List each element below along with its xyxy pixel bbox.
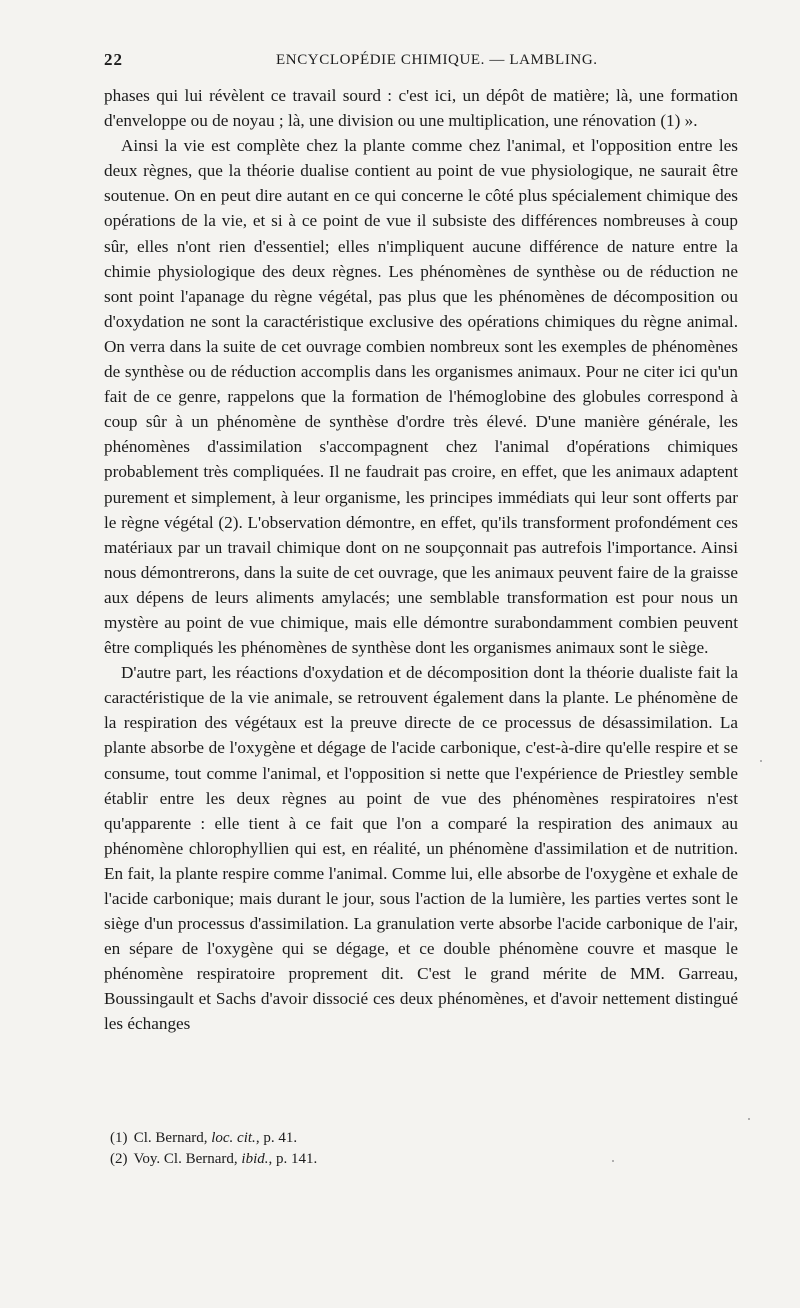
footnote-work: loc. cit. bbox=[211, 1130, 256, 1146]
footnote-page: , p. 141. bbox=[268, 1151, 318, 1167]
paragraph: phases qui lui révèlent ce travail sourd : c'est ici, un dépôt de matière; là, une formation d'enveloppe ou de noyau ; là, une division ou une multiplication, une rénovation (1) ». bbox=[104, 86, 738, 131]
footnote-author: Cl. Bernard, bbox=[133, 1130, 208, 1146]
page-number: 22 bbox=[104, 50, 123, 69]
footnote-page: , p. 41. bbox=[255, 1130, 298, 1146]
running-title: ENCYCLOPÉDIE CHIMIQUE. — LAMBLING. bbox=[276, 52, 598, 68]
footnote bbox=[104, 1128, 724, 1149]
paragraph: D'autre part, les réactions d'oxydation et de décomposition dont la théorie dualiste fait la caractéristique de la vie animale, se retrouvent également dans la plante. Le phénomène de la respiration des végétaux est la preuve directe de ce processus de désassimilation. La plante absorbe de l'oxygène et dégage de l'acide carbonique, c'est-à-dire qu'elle respire et se consume, tout comme l'animal, et l'opposition si nette que l'expérience de Priestley semble établir entre les deux règnes au point de vue des phénomènes respiratoires n'est qu'apparente : elle tient à ce fait que l'on a comparé la respiration des animaux au phénomène chlorophyllien qui est, en réalité, un phénomène d'assimilation et de nutrition. En fait, la plante respire comme l'animal. Comme lui, elle absorbe de l'oxygène et exhale de l'acide carbonique; mais durant le jour, sous l'action de la lumière, les parties vertes sont le siège d'un processus d'assimilation. La granulation verte absorbe l'acide carbonique de l'air, en sépare de l'oxygène qui se dégage, et ce double phénomène couvre et masque le phénomène respiratoire proprement dit. C'est le grand mérite de MM. Garreau, Boussingault et Sachs d'avoir dissocié ces deux phénomènes, et d'avoir nettement distingué les échanges bbox=[104, 663, 738, 1034]
page-header bbox=[104, 50, 740, 74]
paragraph: Ainsi la vie est complète chez la plante comme chez l'animal, et l'opposition entre les deux règnes, que la théorie dualise contient au point de vue physiologique, ne saurait être soutenue. On en peut dire autant en ce qui concerne le côté plus spécialement chimique des opérations de la vie, et si à ce point de vue il subsiste des différences nombreuses à coup sûr, elles n'ont rien d'essentiel; elles n'impliquent aucune différence de nature entre la chimie physiologique des deux règnes. Les phénomènes de synthèse ou de réduction ne sont point l'apanage du règne végétal, pas plus que les phénomènes de décomposition ou d'oxydation ne sont la caractéristique exclusive des opérations chimiques du règne animal. On verra dans la suite de cet ouvrage combien nombreux sont les exemples de phénomènes de synthèse ou de réduction accomplis dans les organismes animaux. Pour ne citer ici qu'un fait de ce genre, rappelons que la formation de l'hémoglobine des globules correspond à coup sûr à un phénomène de synthèse d'ordre très élevé. D'une manière générale, les phénomènes d'assimilation s'accompagnent chez l'animal d'opérations chimiques probablement très compliquées. Il ne faudrait pas croire, en effet, que les animaux adaptent purement et simplement, à leur organisme, les principes immédiats qui leur sont offerts par le règne végétal (2). L'observation démontre, en effet, qu'ils transforment profondément ces matériaux par un travail chimique dont on ne soupçonnait pas autrefois l'importance. Ainsi nous démontrerons, dans la suite de cet ouvrage, que les animaux peuvent faire de la graisse aux dépens de leurs aliments amylacés; une semblable transformation est pour nous un mystère au point de vue chimique, mais elle démontre surabondamment combien peuvent être compliqués les phénomènes de synthèse dont les organismes animaux sont le siège. bbox=[104, 136, 738, 658]
footnote bbox=[104, 1149, 724, 1170]
paper-speck bbox=[612, 1160, 614, 1162]
footnote-work: ibid. bbox=[241, 1151, 269, 1167]
footnote-marker: (1) bbox=[110, 1130, 128, 1146]
body-text bbox=[104, 83, 738, 1037]
footnotes bbox=[104, 1128, 724, 1170]
footnote-marker: (2) bbox=[110, 1151, 128, 1167]
paper-speck bbox=[760, 760, 762, 762]
paper-speck bbox=[748, 1118, 750, 1120]
footnote-author: Voy. Cl. Bernard, bbox=[133, 1151, 238, 1167]
